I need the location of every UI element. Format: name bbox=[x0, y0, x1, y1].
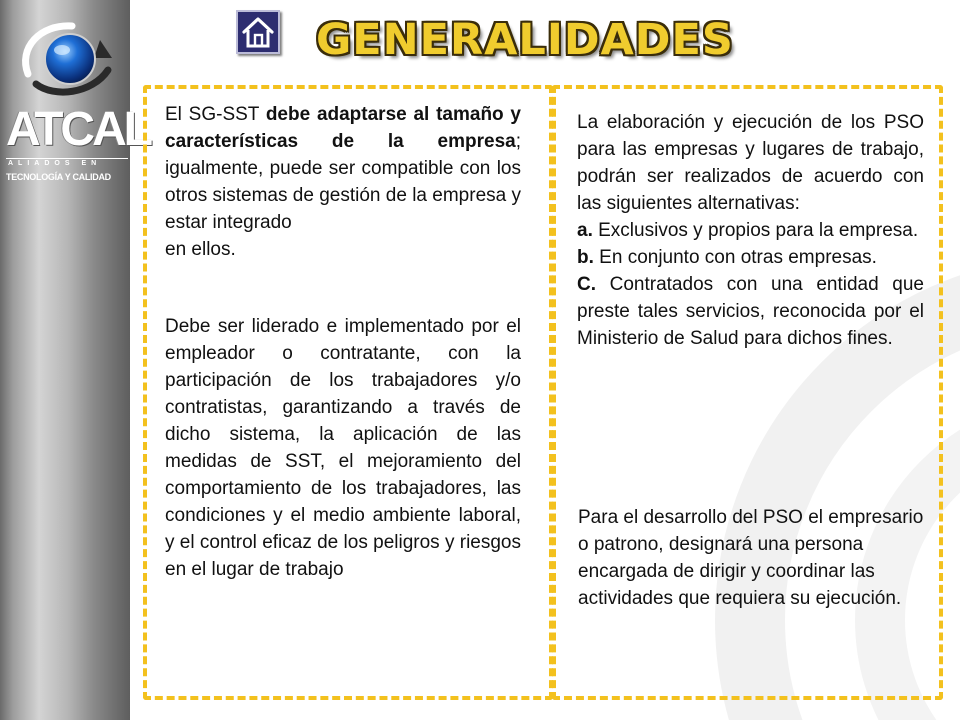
brand-name: ATCAL bbox=[6, 103, 151, 156]
emphasis-text: debe adaptarse al tamaño y características de la empresa bbox=[165, 104, 521, 152]
left-brand-strip bbox=[0, 0, 151, 720]
alternative-item-a bbox=[577, 217, 924, 244]
brand-tagline-bottom: TECNOLOGÍA Y CALIDAD bbox=[6, 172, 111, 182]
alternative-item-c bbox=[577, 271, 924, 352]
alternative-item-b bbox=[577, 244, 924, 271]
right-paragraph-closing: Para el desarrollo del PSO el empresario o patrono, designará una persona encargada de dirigir y coordinar las actividades que requiera su ejecución. bbox=[578, 507, 924, 609]
list-marker: C. bbox=[577, 274, 596, 295]
home-button[interactable] bbox=[236, 10, 280, 54]
text-segment: El SG-SST bbox=[165, 104, 266, 125]
alternative-text: Contratados con una entidad que preste tales servicios, reconocida por el Ministerio de Salud para dichos fines. bbox=[577, 274, 924, 349]
text-segment: en ellos. bbox=[165, 239, 236, 260]
text-segment: ; igualmente, puede ser compatible con los otros sistemas de gestión de la empresa y estar integrado bbox=[165, 131, 521, 233]
left-paragraph-1 bbox=[165, 101, 521, 263]
home-icon bbox=[241, 15, 275, 49]
alternative-text: Exclusivos y propios para la empresa. bbox=[592, 220, 919, 241]
left-paragraph-2: Debe ser liderado e implementado por el empleador o contratante, con la participación de los trabajadores y/o contratistas, garantizando a través de dicho sistema, la aplicación de las medidas de SST, el mejoramiento del comportamiento de los trabajadores, las condiciones y el medio ambiente laboral, y el control eficaz de los peligros y riesgos en el lugar de trabajo bbox=[165, 316, 521, 580]
page-title: GENERALIDADES bbox=[316, 15, 734, 65]
alternatives-intro: La elaboración y ejecución de los PSO para las empresas y lugares de trabajo, podrán ser realizados de acuerdo con las siguientes alternativas: bbox=[577, 112, 924, 214]
brand-divider bbox=[6, 158, 128, 159]
brand-tagline-top: ALIADOS EN bbox=[8, 160, 102, 167]
list-marker: b. bbox=[577, 247, 594, 268]
globe-swoosh-icon bbox=[14, 18, 122, 100]
list-marker: a. bbox=[577, 220, 593, 241]
right-paragraph-alternatives bbox=[577, 109, 924, 352]
alternative-text: En conjunto con otras empresas. bbox=[593, 247, 877, 268]
